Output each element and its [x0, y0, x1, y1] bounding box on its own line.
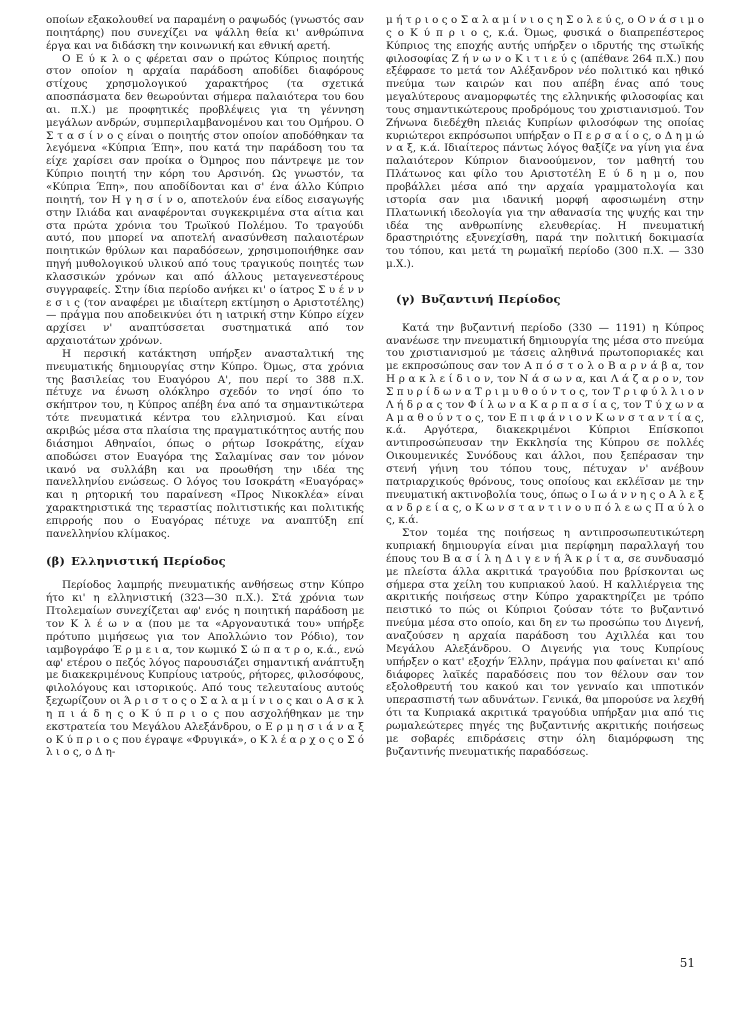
section-label: (γ)	[396, 291, 416, 306]
section-label: (β)	[46, 553, 66, 568]
page-number: 51	[679, 956, 695, 970]
paragraph: Περίοδος λαμπρής πνευματικής ανθήσεως στην Κύπρο ήτο κι' η ελληνιστική (323—30 π.Χ.). Στά χρόνια των Πτολεμαίων συνεχίζεται αφ' ενός η ποιητική παράδοση με τον Κ λ έ ω ν α (που με τα «Αργοναυτικά του» υπήρξε πρότυπο μιμήσεως για τον Απολλώνιο τον Ρόδιο), τον ιαμβογράφο Έ ρ μ ε ι α, τον κωμικό Σ ώ π α τ ρ ο, κ.ά., ενώ αφ' ετέρου ο πεζός λόγος παρουσιάζει σημαντική ανάπτυξη με διακεκριμένους Κυπρίους ιατρούς, ρήτορες, φιλοσόφους, φιλολόγους και ιστορικούς. Από τους τελευταίους αυτούς ξεχωρίζουν οι Ά ρ ι σ τ ο ς ο Σ α λ α μ ί ν ι ο ς και ο Α σ κ λ η π ι ά δ η ς ο Κ ύ π ρ ι ο ς που ασχολήθηκαν με την εκστρατεία του Μεγάλου Αλεξάνδρου, ο Ε ρ μ η σ ι ά ν α ξ ο Κ ύ π ρ ι ο ς που έγραψε «Φρυγικά», ο Κ λ έ α ρ χ ο ς ο Σ ό λ ι ο ς, ο Δ η-	[46, 579, 364, 759]
left-column	[46, 14, 364, 759]
section-title: Βυζαντινή Περίοδος	[421, 291, 561, 306]
section-heading-hellenistic	[46, 555, 364, 568]
paragraph: Κατά την βυζαντινή περίοδο (330 — 1191) η Κύπρος ανανέωσε την πνευματική δημιουργία της μέσα στο πνεύμα του χριστιανισμού με τάσεις αληθινά πρωτοποριακές και με εκπροσώπους σαν τον Α π ό σ τ ο λ ο Β α ρ ν ά β α, τον Η ρ α κ λ ε ί δ ι ο ν, τον Ν ά σ ω ν α, και Λ ά ζ α ρ ο ν, τον Σ π υ ρ ί δ ω ν α Τ ρ ι μ υ θ ο ύ ν τ ο ς, τον Τ ρ ι φ ύ λ λ ι ο ν Λ ή δ ρ α ς τον Φ ί λ ω ν α Κ α ρ π α σ ί α ς, τον Τ ύ χ ω ν α Α μ α θ ο ύ ν τ ο ς, τον Ε π ι φ ά ν ι ο ν Κ ω ν σ τ α ν τ ί α ς, κ.ά. Αργότερα, διακεκριμένοι Κύπριοι Επίσκοποι αντιπροσώπευσαν την Εκκλησία της Κύπρου σε πολλές Οικουμενικές Συνόδους και άλλοι, που ξεπέρασαν την στενή γήινη του τόπου τους, πέτυχαν ν' ανέβουν πατριαρχικούς θρόνους, τους οποίους και εκλέϊσαν με την πνευματική ακτινοβολία τους, όπως ο Ι ω ά ν ν η ς ο Α λ ε ξ α ν δ ρ ε ί α ς, ο Κ ω ν σ τ α ν τ ι ν ο υ π ό λ ε ω ς Π α ύ λ ο ς, κ.ά.	[386, 321, 704, 527]
paragraph: Ο Ε ύ κ λ ο ς φέρεται σαν ο πρώτος Κύπριος ποιητής στον οποίον η αρχαία παράδοση αποδίδει διαφόρους στίχους χρησμολογικού χαρακτήρος (τα σχετικά αποσπάσματα δεν θεωρούνται σήμερα παλαιότερα του 6ου αι. π.Χ.) με προφητικές προβλέψεις για τη γέννηση μεγάλων ανδρών, συμπεριλαμβανομένου και του Ομήρου. Ο Σ τ α σ ί ν ο ς είναι ο ποιητής στον οποίον αποδόθηκαν τα λεγόμενα «Κύπρια Έπη», που κατά την παράδοση του τα είχε χαρίσει σαν προίκα ο Όμηρος που πάντρεψε με τον Κύπριο ποιητή την κόρη του Αρσινόη. Ως γνωστόν, τα «Κύπρια Έπη», που αποδίδονται και σ' ένα άλλο Κύπριο ποιητή, τον Η γ η σ ί ν ο, αποτελούν ένα είδος εισαγωγής στην Ιλιάδα και αναφέρονται συγκεκριμένα στα αίτια και στα πρώτα χρόνια του Τρωϊκού Πολέμου. Το τραγούδι αυτό, που μπορεί να αποτελή ανασύνθεση παλαιοτέρων ποιητικών θρύλων και παραδόσεων, χρησιμοποιήθηκε σαν πηγή μυθολογικού υλικού από τους τραγικούς ποιητές των κλασσικών χρόνων και από άλλους μεταγενεστέρους συγγραφείς. Στην ίδια περίοδο ανήκει κι' ο ίατρος Σ υ έ ν ν ε σ ι ς (τον αναφέρει με ιδιαίτερη εκτίμηση ο Αριστοτέλης) — πράγμα που αποδεικνύει ότι η ιατρική στην Κύπρο είχεν αρχίσει ν' αναπτύσσεται συστηματικά από τον αρχαιοτάτων χρόνων.	[46, 52, 364, 348]
right-column	[386, 14, 704, 758]
paragraph: Στον τομέα της ποιήσεως η αντιπροσωπευτικώτερη κυπριακή δημιουργία είναι μια περίφημη παραλλαγή του έπους του Β α σ ί λ η Δ ι γ ε ν ή Ά κ ρ ί τ α, σε συνδυασμό με πλείστα άλλα ακριτικά τραγούδια που βρίσκονται ως σήμερα στα χείλη του κυπριακού λαού. Η καλλιέργεια της ακριτικής ποιήσεως στην Κύπρο χαρακτηρίζει με τρόπο πειστικό το πώς οι Κύπριοι ζούσαν τότε το βυζαντινό πνεύμα μέσα στο οποίο, και δη εν τω προσώπω του Διγενή, αναζούσεν η αρχαία παράδοση του Αχιλλέα και του Μεγάλου Αλεξάνδρου. Ο Διγενής για τους Κυπρίους υπήρξεν ο κατ' εξοχήν Έλλην, πράγμα που φαίνεται κι' από διάφορες λαϊκές παραδόσεις που τον θέλουν σαν τον εξολοθρευτή του κακού και τον γενναίο και ιπποτικόν υπερασπιστή των αδυνάτων. Γενικά, θα μπορούσε να λεχθή ότι τα Κυπριακά ακριτικά τραγούδια υπήρξαν μια από τις ρωμαλεώτερες πηγές της βυζαντινής ακριτικής ποιήσεως με σοβαρές επιδράσεις στην όλη διαμόρφωση της βυζαντινής πνευματικής παραδόσεως.	[386, 527, 704, 758]
paragraph: οποίων εξακολουθεί να παραμένη ο ραψωδός (γνωστός σαν ποιητάρης) που συνεχίζει να ψάλλη θεία κι' ανθρώπινα έργα και να διδάσκη την κοινωνική και εθνική αρετή.	[46, 14, 364, 52]
paragraph: Η περσική κατάκτηση υπήρξεν ανασταλτική της πνευματικής δημιουργίας στην Κύπρο. Όμως, στα χρόνια της βασιλείας του Ευαγόρου Α', που περί το 388 π.Χ. πέτυχε να ένωση ολόκληρο σχεδόν το νησί όπο το σκήπτρον του, η Κύπρος απέβη ένα από τα σημαντικώτερα τότε πνευματικά κέντρα του ελληνισμού. Και είναι ακριβώς μέσα στα πλαίσια της πραγματικότητος αυτής που διάσημοι Αθηναίοι, όπως ο ρήτωρ Ισοκράτης, είχαν αποδώσει στον Ευαγόρα της Σαλαμίνας σαν τον μόνον ικανό να συλλάβη και να προωθήση την ιδέα της πανελληνίου ενώσεως. Ο λόγος του Ισοκράτη «Ευαγόρας» και η ρητορική του παραίνεση «Προς Νικοκλέα» είναι χαρακτηριστικά της τεραστίας πολιτιστικής και πολιτικής επιρροής που ο Ευαγόρας πέτυχε να αναπτύξη επί πανελληνίου κλίμακος.	[46, 347, 364, 540]
section-title: Ελληνιστική Περίοδος	[71, 553, 226, 568]
paragraph: μ ή τ ρ ι ο ς ο Σ α λ α μ ί ν ι ο ς η Σ ο λ ε ύ ς, ο Ο ν ά σ ι μ ο ς ο Κ ύ π ρ ι ο ς, κ.ά. Όμως, φυσικά ο διαπρεπέστερος Κύπριος της εποχής αυτής υπήρξεν ο ιδρυτής της στωϊκής φιλοσοφίας Ζ ή ν ω ν ο Κ ι τ ι ε ύ ς (απέθανε 264 π.Χ.) που εξέφρασε το μετά τον Αλέξανδρον νέο πολιτικό και ηθικό πνεύμα των καιρών και που απέβη ένας από τους μεγαλύτερους αναμορφωτές της ελληνικής φιλοσοφίας και τους σημαντικώτερους προδρόμους του χριστιανισμού. Τον Ζήνωνα διεδέχθη πλειάς Κυπρίων φιλοσόφων της οποίας κυριώτεροι εκπρόσωποι υπήρξαν ο Π ε ρ σ α ί ο ς, ο Δ η μ ώ ν α ξ, κ.ά. Ιδιαίτερος πάντως λόγος θαξίζε να γίνη για ένα παλαιότερον Κύπριον διανοούμενον, τον μαθητή του Πλάτωνος και φίλο του Αριστοτέλη Ε ύ δ η μ ο, που προβάλλει μέσα από την αρχαία γραμματολογία και ιστορία σαν μια ιδανική μορφή αφοσιωμένη στην Πλατωνική ιδεολογία για την αθανασία της ψυχής και την ιδέα της ανθρωπίνης ελευθερίας. Η πνευματική δραστηριότης εξυνεχίσθη, παρά την πολιτική δοκιμασία του τόπου, και μετά τη ρωμαϊκή περίοδο (300 π.Χ. — 330 μ.Χ.).	[386, 14, 704, 271]
section-heading-byzantine	[396, 293, 704, 306]
